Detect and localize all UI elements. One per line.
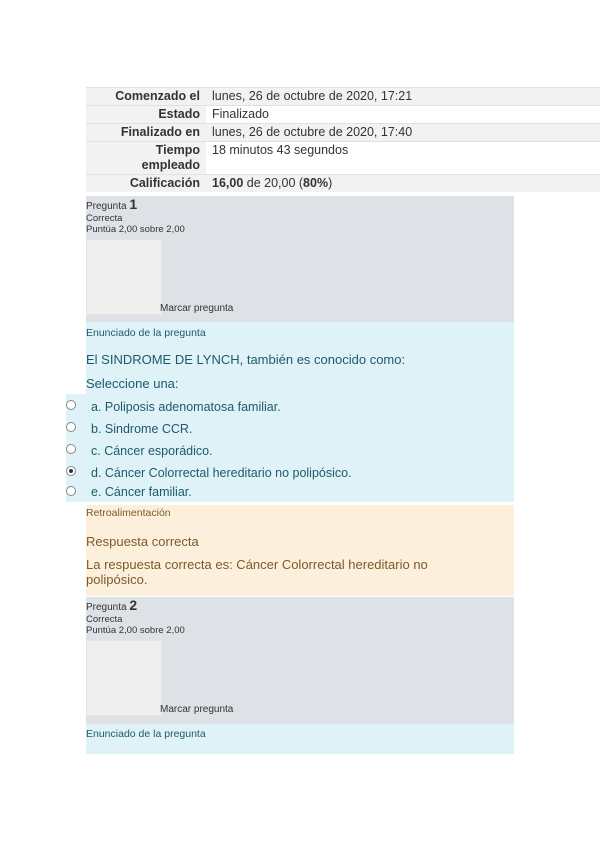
question-1-answers [66, 394, 514, 502]
answer-option-c[interactable] [66, 441, 514, 461]
question-1-flag-link[interactable]: Marcar pregunta [160, 303, 234, 314]
question-1-text: El SINDROME DE LYNCH, también es conocido como: [86, 352, 406, 367]
feedback-result: Respuesta correcta [86, 534, 199, 549]
time-label-line2: empleado [141, 158, 200, 172]
started-value: lunes, 26 de octubre de 2020, 17:21 [212, 89, 413, 103]
summary-row-grade [86, 174, 600, 192]
question-1-heading [86, 196, 514, 213]
radio-option-c[interactable] [66, 444, 76, 454]
finished-label: Finalizado en [86, 124, 206, 141]
summary-row-finished [86, 123, 600, 141]
radio-option-e[interactable] [66, 486, 76, 496]
question-2-prefix: Pregunta [86, 602, 127, 613]
question-2-statement-header: Enunciado de la pregunta [86, 728, 206, 740]
state-value: Finalizado [212, 107, 269, 121]
radio-option-b[interactable] [66, 422, 76, 432]
option-label-c: c. Cáncer esporádico. [91, 444, 213, 458]
question-2-flag-icon[interactable] [86, 640, 162, 716]
question-2-flag-link[interactable]: Marcar pregunta [160, 704, 234, 715]
time-value: 18 minutos 43 segundos [212, 143, 349, 157]
option-label-d: d. Cáncer Colorrectal hereditario no polipósico. [91, 466, 352, 480]
radio-option-d-selected[interactable] [66, 466, 76, 476]
feedback-answer [86, 557, 428, 587]
question-2-number: 2 [129, 597, 138, 613]
question-1-flag-icon[interactable] [86, 239, 162, 315]
attempt-summary-table [86, 87, 600, 192]
grade-score: 16,00 [212, 176, 244, 190]
question-2-points: Puntúa 2,00 sobre 2,00 [86, 625, 185, 636]
option-label-e: e. Cáncer familiar. [91, 485, 192, 499]
grade-percent: 80% [303, 176, 329, 190]
feedback-header: Retroalimentación [86, 507, 171, 519]
question-2-heading [86, 597, 514, 614]
question-2-text-box [86, 724, 514, 754]
started-label: Comenzado el [86, 88, 206, 105]
feedback-answer-line1: La respuesta correcta es: Cáncer Colorrectal hereditario no [86, 557, 428, 572]
grade-mid: de 20,00 ( [243, 176, 304, 190]
grade-value [206, 175, 600, 192]
finished-value: lunes, 26 de octubre de 2020, 17:40 [212, 125, 413, 139]
question-1-statement-header: Enunciado de la pregunta [86, 327, 206, 339]
radio-option-a[interactable] [66, 400, 76, 410]
question-1-status: Correcta [86, 213, 123, 224]
summary-row-started [86, 87, 600, 105]
option-label-b: b. Sindrome CCR. [91, 422, 193, 436]
summary-row-state [86, 105, 600, 123]
question-2-status: Correcta [86, 614, 123, 625]
answer-option-d[interactable] [66, 463, 514, 483]
answer-option-a[interactable] [66, 397, 514, 417]
question-1-prompt: Seleccione una: [86, 376, 179, 391]
question-1-prefix: Pregunta [86, 201, 127, 212]
feedback-answer-line2: polipósico. [86, 572, 148, 587]
question-1-text-box [86, 322, 514, 394]
answer-option-e[interactable] [66, 485, 514, 502]
state-label: Estado [86, 106, 206, 123]
question-1-info [86, 196, 514, 322]
question-1-points: Puntúa 2,00 sobre 2,00 [86, 224, 185, 235]
time-label-line1: Tiempo [155, 143, 200, 157]
grade-end: ) [328, 176, 333, 190]
option-label-a: a. Poliposis adenomatosa familiar. [91, 400, 281, 414]
summary-row-time [86, 141, 600, 174]
answer-option-b[interactable] [66, 419, 514, 439]
question-1-number: 1 [129, 196, 138, 212]
grade-label: Calificación [86, 175, 206, 192]
question-1-feedback [86, 505, 514, 596]
time-label [86, 142, 206, 174]
question-2-info [86, 597, 514, 724]
